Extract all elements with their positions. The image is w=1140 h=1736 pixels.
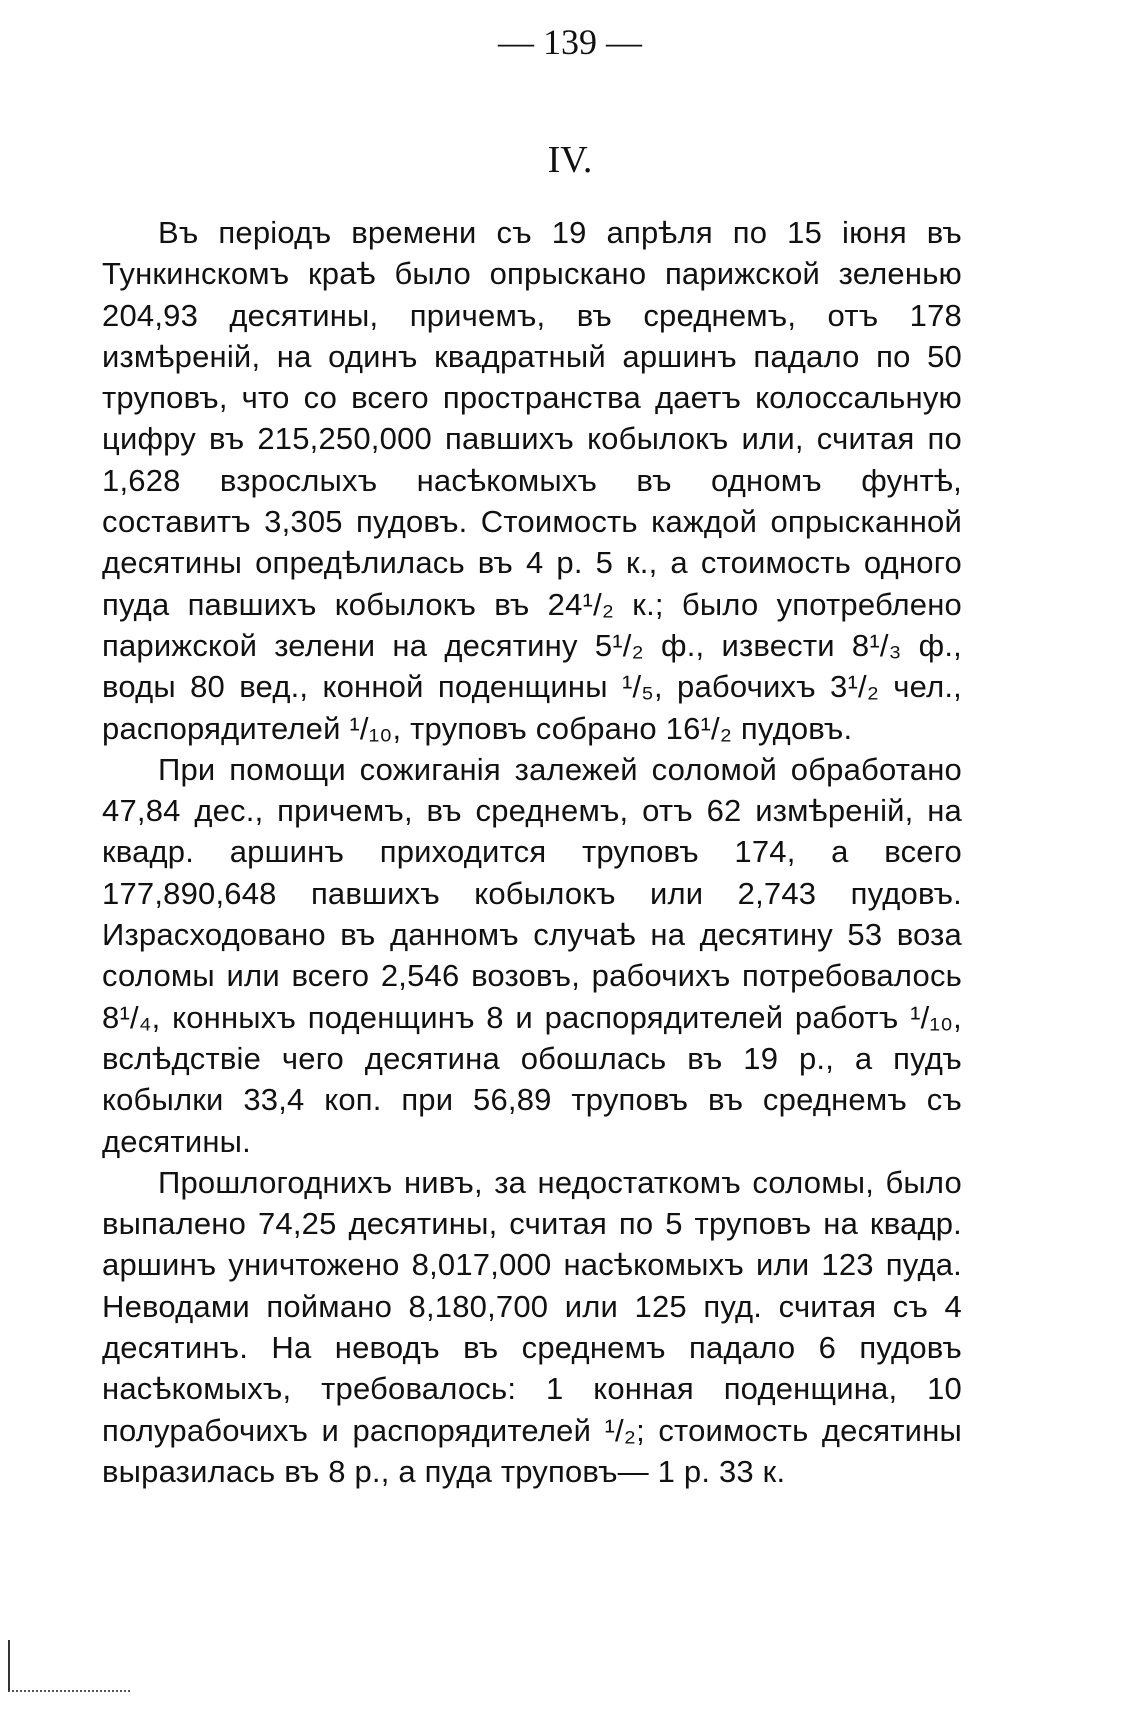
scan-margin-mark [8, 1640, 130, 1692]
paragraph-1: Въ періодъ времени съ 19 апрѣля по 15 іюня въ Тункинскомъ краѣ было опрыскано парижской зеленью 204,93 десятины, причемъ, въ среднемъ, отъ 178 измѣреній, на одинъ квадратный аршинъ падало по 50 труповъ, что со всего пространства даетъ колоссальную цифру въ 215,250,000 павшихъ кобылокъ или, считая по 1,628 взрослыхъ насѣкомыхъ въ одномъ фунтѣ, составитъ 3,305 пудовъ. Стоимость каждой опрысканной десятины опредѣлилась въ 4 р. 5 к., а стоимость одного пуда павшихъ кобылокъ въ 24¹/₂ к.; было употреблено парижской зелени на десятину 5¹/₂ ф., извести 8¹/₃ ф., воды 80 вед., конной поденщины ¹/₅, рабочихъ 3¹/₂ чел., распорядителей ¹/₁₀, труповъ собрано 16¹/₂ пудовъ. [102, 215, 962, 746]
text-body [102, 212, 962, 1492]
page-number: — 139 — [498, 22, 642, 62]
paragraph-3: Прошлогоднихъ нивъ, за недостаткомъ соломы, было выпалено 74,25 десятины, считая по 5 труповъ на квадр. аршинъ уничтожено 8,017,000 насѣкомыхъ или 123 пуда. Неводами поймано 8,180,700 или 125 пуд. считая съ 4 десятинъ. На неводъ въ среднемъ падало 6 пудовъ насѣкомыхъ, требовалось: 1 конная поденщина, 10 полурабочихъ и распорядителей ¹/₂; стоимость десятины выразилась въ 8 р., а пуда труповъ— 1 р. 33 к. [102, 1164, 962, 1489]
paragraph-2: При помощи сожиганія залежей соломой обработано 47,84 дес., причемъ, въ среднемъ, отъ 62 измѣреній, на квадр. аршинъ приходится труповъ 174, а всего 177,890,648 павшихъ кобылокъ или 2,743 пудовъ. Израсходовано въ данномъ случаѣ на десятину 53 воза соломы или всего 2,546 возовъ, рабочихъ потребовалось 8¹/₄, конныхъ поденщинъ 8 и распорядителей работъ ¹/₁₀, вслѣдствіе чего десятина обошлась въ 19 р., а пудъ кобылки 33,4 коп. при 56,89 труповъ въ среднемъ съ десятины. [102, 751, 962, 1159]
section-heading: IV. [547, 139, 593, 181]
